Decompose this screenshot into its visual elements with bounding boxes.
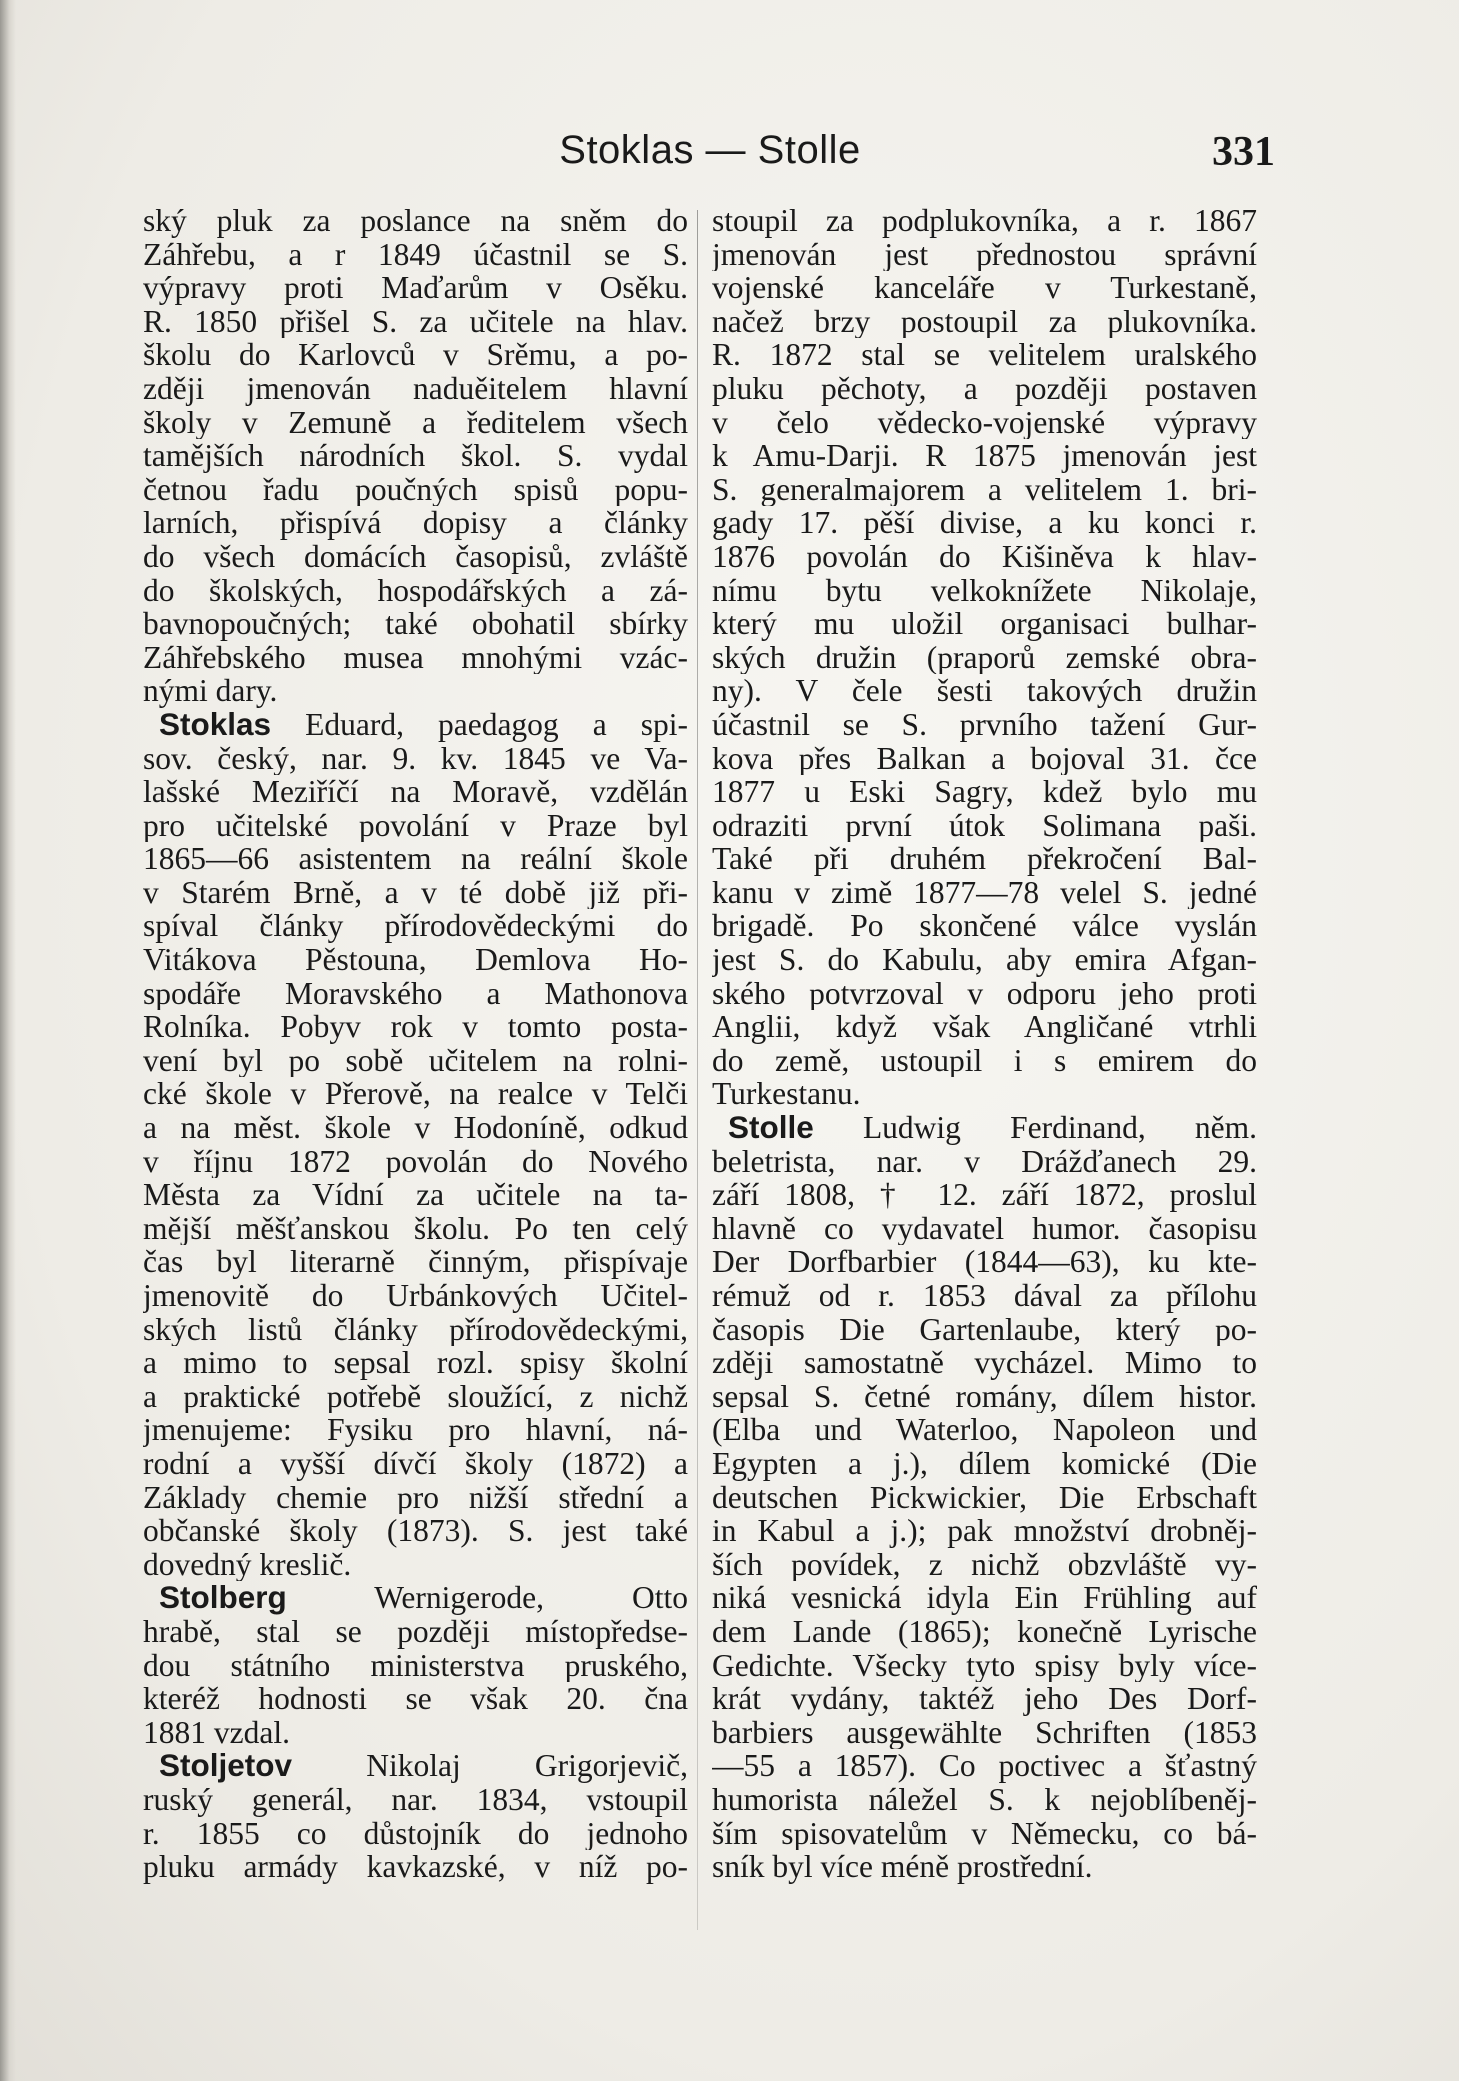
text-line [712, 1817, 1257, 1851]
line-text: bavnopoučných; také obohatil sbírky [143, 607, 688, 641]
text-line [143, 1447, 688, 1481]
text-line [712, 674, 1257, 708]
line-text: nímu bytu velkoknížete Nikolaje, [712, 573, 1257, 608]
line-text: Rolníka. Pobyv rok v tomto posta- [143, 1010, 688, 1044]
line-text: který mu uložil organisaci bulhar- [712, 607, 1257, 641]
text-line [712, 1010, 1257, 1044]
text-line [143, 574, 688, 608]
line-text: vení byl po sobě učitelem na rolni- [143, 1043, 688, 1078]
line-text: zději samostatně vycházel. Mimo to [712, 1346, 1257, 1380]
text-line [712, 641, 1257, 675]
line-text: v Starém Brně, a v té době již při- [143, 875, 688, 910]
text-line [143, 909, 688, 943]
text-line [143, 809, 688, 843]
text-line [143, 1548, 688, 1582]
text-line [143, 1514, 688, 1548]
line-text: ruský generál, nar. 1834, vstoupil [143, 1782, 688, 1817]
text-line [143, 1682, 688, 1716]
column-divider [697, 210, 698, 1930]
text-line [143, 1346, 688, 1380]
line-text: Vitákova Pěstouna, Demlova Ho- [143, 943, 688, 977]
text-line [712, 1313, 1257, 1347]
line-text: Anglii, když však Angličané vtrhli [712, 1010, 1257, 1044]
line-text: krát vydány, taktéž jeho Des Dorf- [712, 1682, 1257, 1716]
text-line [712, 909, 1257, 943]
line-text: spodáře Moravského a Mathonova [143, 976, 688, 1011]
line-text: in Kabul a j.); pak množství drobněj- [712, 1514, 1257, 1548]
text-line [143, 305, 688, 339]
line-text: Nikolaj Grigorjevič, [292, 1749, 688, 1783]
line-text: vojenské kanceláře v Turkestaně, [712, 271, 1257, 305]
text-line [143, 1749, 688, 1783]
line-text: niká vesnická idyla Ein Frühling auf [712, 1581, 1257, 1615]
running-header [145, 128, 1275, 188]
text-line [143, 540, 688, 574]
text-line [712, 775, 1257, 809]
line-text: účastnil se S. prvního tažení Gur- [712, 707, 1257, 742]
text-line [712, 1245, 1257, 1279]
line-text: výpravy proti Maďarům v Osěku. [143, 271, 688, 305]
line-text: R. 1850 přišel S. za učitele na hlav. [143, 304, 688, 339]
line-text: ských listů články přírodovědeckými, [143, 1312, 688, 1347]
line-text: dou státního ministerstva pruského, [143, 1648, 688, 1683]
text-line [143, 674, 688, 708]
line-text: humorista náležel S. k nejoblíbeněj- [712, 1782, 1257, 1817]
line-text: ských družin (praporů zemské obra- [712, 640, 1257, 675]
text-line [143, 372, 688, 406]
line-text: gady 17. pěší divise, a ku konci r. [712, 506, 1257, 540]
line-text: načež brzy postoupil za plukovníka. [712, 304, 1257, 339]
text-line [712, 540, 1257, 574]
text-line [712, 607, 1257, 641]
text-line [712, 1413, 1257, 1447]
line-text: lašské Meziříčí na Moravě, vzdělán [143, 775, 688, 809]
text-line [712, 1111, 1257, 1145]
text-line [712, 1178, 1257, 1212]
text-line [143, 1413, 688, 1447]
line-text: Der Dorfbarbier (1844—63), ku kte- [712, 1245, 1257, 1279]
line-text: pluku pěchoty, a později postaven [712, 371, 1257, 406]
line-text: Také při druhém překročení Bal- [712, 842, 1257, 876]
text-line [712, 1481, 1257, 1515]
text-line [143, 1481, 688, 1515]
text-line [712, 204, 1257, 238]
line-text: brigadě. Po skončené válce vyslán [712, 909, 1257, 944]
text-line [712, 473, 1257, 507]
text-line [143, 943, 688, 977]
line-text: a mimo to sepsal rozl. spisy školní [143, 1346, 688, 1380]
text-line [143, 271, 688, 305]
text-line [712, 1447, 1257, 1481]
line-text: školy v Zemuně a ředitelem všech [143, 405, 688, 440]
text-line [143, 775, 688, 809]
line-text: kova přes Balkan a bojoval 31. čce [712, 741, 1257, 776]
line-text: 1881 vzdal. [143, 1715, 290, 1750]
line-text: Města za Vídní za učitele na ta- [143, 1178, 688, 1212]
text-line [143, 1010, 688, 1044]
text-line [712, 1145, 1257, 1179]
text-line [712, 708, 1257, 742]
line-text: a na měst. škole v Hodoníně, odkud [143, 1111, 688, 1145]
line-text: S. generalmajorem a velitelem 1. bri- [712, 472, 1257, 507]
text-line [143, 876, 688, 910]
text-line [712, 943, 1257, 977]
text-line [712, 439, 1257, 473]
text-line [712, 1649, 1257, 1683]
text-line [712, 338, 1257, 372]
line-text: v čelo vědecko-vojenské výpravy [712, 405, 1257, 440]
text-line [712, 1548, 1257, 1582]
text-line [143, 1850, 688, 1884]
page-edge [0, 0, 16, 2081]
line-text: jmenován jest přednostou správní [712, 237, 1257, 272]
line-text: Egypten a j.), dílem komické (Die [712, 1446, 1257, 1481]
line-text: (Elba und Waterloo, Napoleon und [712, 1413, 1257, 1447]
text-line [712, 977, 1257, 1011]
line-text: deutschen Pickwickier, Die Erbschaft [712, 1480, 1257, 1515]
line-text: pro učitelské povolání v Praze byl [143, 808, 688, 843]
entry-headword: Stoljetov [159, 1749, 293, 1783]
line-text: sepsal S. četné romány, dílem histor. [712, 1379, 1257, 1414]
line-text: mější měšťanskou školu. Po ten celý [143, 1211, 688, 1246]
line-text: kteréž hodnosti se však 20. čna [143, 1682, 688, 1716]
line-text: r. 1855 co důstojník do jednoho [143, 1816, 688, 1851]
line-text: 1876 povolán do Kišiněva k hlav- [712, 539, 1257, 574]
text-line [143, 1313, 688, 1347]
text-line [143, 742, 688, 776]
line-text: do všech domácích časopisů, zvláště [143, 539, 688, 574]
line-text: Základy chemie pro nižší střední a [143, 1480, 688, 1515]
line-text: pluku armády kavkazské, v níž po- [143, 1850, 688, 1884]
text-line [143, 338, 688, 372]
text-line [143, 1649, 688, 1683]
text-line [712, 271, 1257, 305]
line-text: kanu v zimě 1877—78 velel S. jedné [712, 875, 1257, 910]
text-line [712, 1279, 1257, 1313]
text-line [712, 238, 1257, 272]
text-line [143, 1044, 688, 1078]
text-line [143, 406, 688, 440]
text-line [712, 1783, 1257, 1817]
line-text: odraziti první útok Solimana paši. [712, 808, 1257, 843]
text-line [712, 1749, 1257, 1783]
text-line [712, 372, 1257, 406]
line-text: tamějších národních škol. S. vydal [143, 439, 688, 473]
text-line [712, 574, 1257, 608]
line-text: —55 a 1857). Co poctivec a šťastný [712, 1749, 1257, 1783]
line-text: Záhřebského musea mnohými vzác- [143, 640, 688, 675]
text-line [143, 1380, 688, 1414]
text-line [143, 1077, 688, 1111]
line-text: ších povídek, z nichž obzvláště vy- [712, 1547, 1257, 1582]
line-text: časopis Die Gartenlaube, který po- [712, 1312, 1257, 1347]
text-line [143, 708, 688, 742]
line-text: ský pluk za poslance na sněm do [143, 204, 688, 238]
text-line [143, 238, 688, 272]
text-line [143, 977, 688, 1011]
text-line [143, 1581, 688, 1615]
line-text: Záhřebu, a r 1849 účastnil se S. [143, 237, 688, 272]
text-line [143, 641, 688, 675]
line-text: a praktické potřebě sloužící, z nichž [143, 1379, 688, 1414]
text-line [712, 305, 1257, 339]
line-text: barbiers ausgewählte Schriften (1853 [712, 1715, 1257, 1750]
line-text: cké škole v Přerově, na realce v Telči [143, 1077, 688, 1112]
left-column [143, 204, 688, 1884]
text-line [143, 1615, 688, 1649]
text-line [712, 876, 1257, 910]
entry-headword: Stolle [728, 1111, 814, 1145]
line-text: beletrista, nar. v Drážďanech 29. [712, 1144, 1257, 1179]
line-text: 1865—66 asistentem na reální škole [143, 842, 688, 876]
line-text: dem Lande (1865); konečně Lyrische [712, 1614, 1257, 1649]
text-line [712, 1514, 1257, 1548]
line-text: sov. český, nar. 9. kv. 1845 ve Va- [143, 741, 688, 776]
line-text: larních, přispívá dopisy a články [143, 506, 688, 540]
line-text: četnou řadu poučných spisů popu- [143, 472, 688, 507]
text-line [143, 1716, 688, 1750]
text-line [712, 1380, 1257, 1414]
line-text: ského potvrzoval v odporu jeho proti [712, 976, 1257, 1011]
text-line [712, 809, 1257, 843]
text-line [143, 439, 688, 473]
text-line [143, 1245, 688, 1279]
text-line [143, 607, 688, 641]
text-line [712, 1044, 1257, 1078]
text-line [712, 1581, 1257, 1615]
line-text: Gedichte. Všecky tyto spisy byly více- [712, 1648, 1257, 1683]
line-text: Eduard, paedagog a spi- [271, 707, 688, 742]
text-line [143, 1212, 688, 1246]
line-text: rodní a vyšší dívčí školy (1872) a [143, 1446, 688, 1481]
line-text: hlavně co vydavatel humor. časopisu [712, 1211, 1257, 1246]
header-title: Stoklas — Stolle [559, 128, 861, 172]
line-text: jest S. do Kabulu, aby emira Afgan- [712, 943, 1257, 977]
line-text: R. 1872 stal se velitelem uralského [712, 338, 1257, 372]
text-line [143, 1783, 688, 1817]
text-line [712, 406, 1257, 440]
line-text: čas byl literarně činným, přispívaje [143, 1245, 688, 1279]
text-line [712, 742, 1257, 776]
line-text: jmenovitě do Urbánkových Učitel- [143, 1279, 688, 1313]
line-text: září 1808, † 12. září 1872, proslul [712, 1178, 1257, 1212]
text-line [712, 1077, 1257, 1111]
text-line [143, 1817, 688, 1851]
text-line [143, 1279, 688, 1313]
line-text: 1877 u Eski Sagry, kdež bylo mu [712, 775, 1257, 809]
entry-headword: Stolberg [159, 1581, 287, 1615]
line-text: rémuž od r. 1853 dával za přílohu [712, 1279, 1257, 1313]
text-line [143, 1178, 688, 1212]
line-text: spíval články přírodovědeckými do [143, 909, 688, 944]
line-text: do školských, hospodářských a zá- [143, 573, 688, 608]
line-text: jmenujeme: Fysiku pro hlavní, ná- [143, 1413, 688, 1447]
line-text: nými dary. [143, 674, 278, 708]
line-text: Ludwig Ferdinand, něm. [813, 1111, 1257, 1145]
line-text: ny). V čele šesti takových družin [712, 674, 1257, 708]
text-line [712, 1716, 1257, 1750]
text-line [143, 473, 688, 507]
line-text: sník byl více méně prostřední. [712, 1850, 1093, 1884]
text-line [143, 506, 688, 540]
text-line [143, 1111, 688, 1145]
text-line [712, 1682, 1257, 1716]
line-text: zději jmenován naduěitelem hlavní [143, 371, 688, 406]
text-line [712, 1850, 1257, 1884]
line-text: v říjnu 1872 povolán do Nového [143, 1144, 688, 1179]
entry-headword: Stoklas [159, 707, 272, 742]
line-text: školu do Karlovců v Srěmu, a po- [143, 338, 688, 372]
page-number: 331 [1212, 129, 1275, 175]
line-text: občanské školy (1873). S. jest také [143, 1514, 688, 1548]
text-line [712, 1615, 1257, 1649]
text-line [143, 204, 688, 238]
text-line [712, 1212, 1257, 1246]
line-text: stoupil za podplukovníka, a r. 1867 [712, 204, 1257, 238]
line-text: k Amu-Darji. R 1875 jmenován jest [712, 439, 1257, 473]
text-line [712, 506, 1257, 540]
line-text: ším spisovatelům v Německu, co bá- [712, 1816, 1257, 1851]
line-text: hrabě, stal se později místopředse- [143, 1614, 688, 1649]
line-text: Wernigerode, Otto [286, 1581, 688, 1615]
text-line [712, 1346, 1257, 1380]
text-line [712, 842, 1257, 876]
line-text: Turkestanu. [712, 1077, 861, 1112]
line-text: dovedný kreslič. [143, 1547, 352, 1582]
text-line [143, 842, 688, 876]
line-text: do země, ustoupil i s emirem do [712, 1043, 1257, 1078]
right-column [712, 204, 1257, 1884]
text-line [143, 1145, 688, 1179]
